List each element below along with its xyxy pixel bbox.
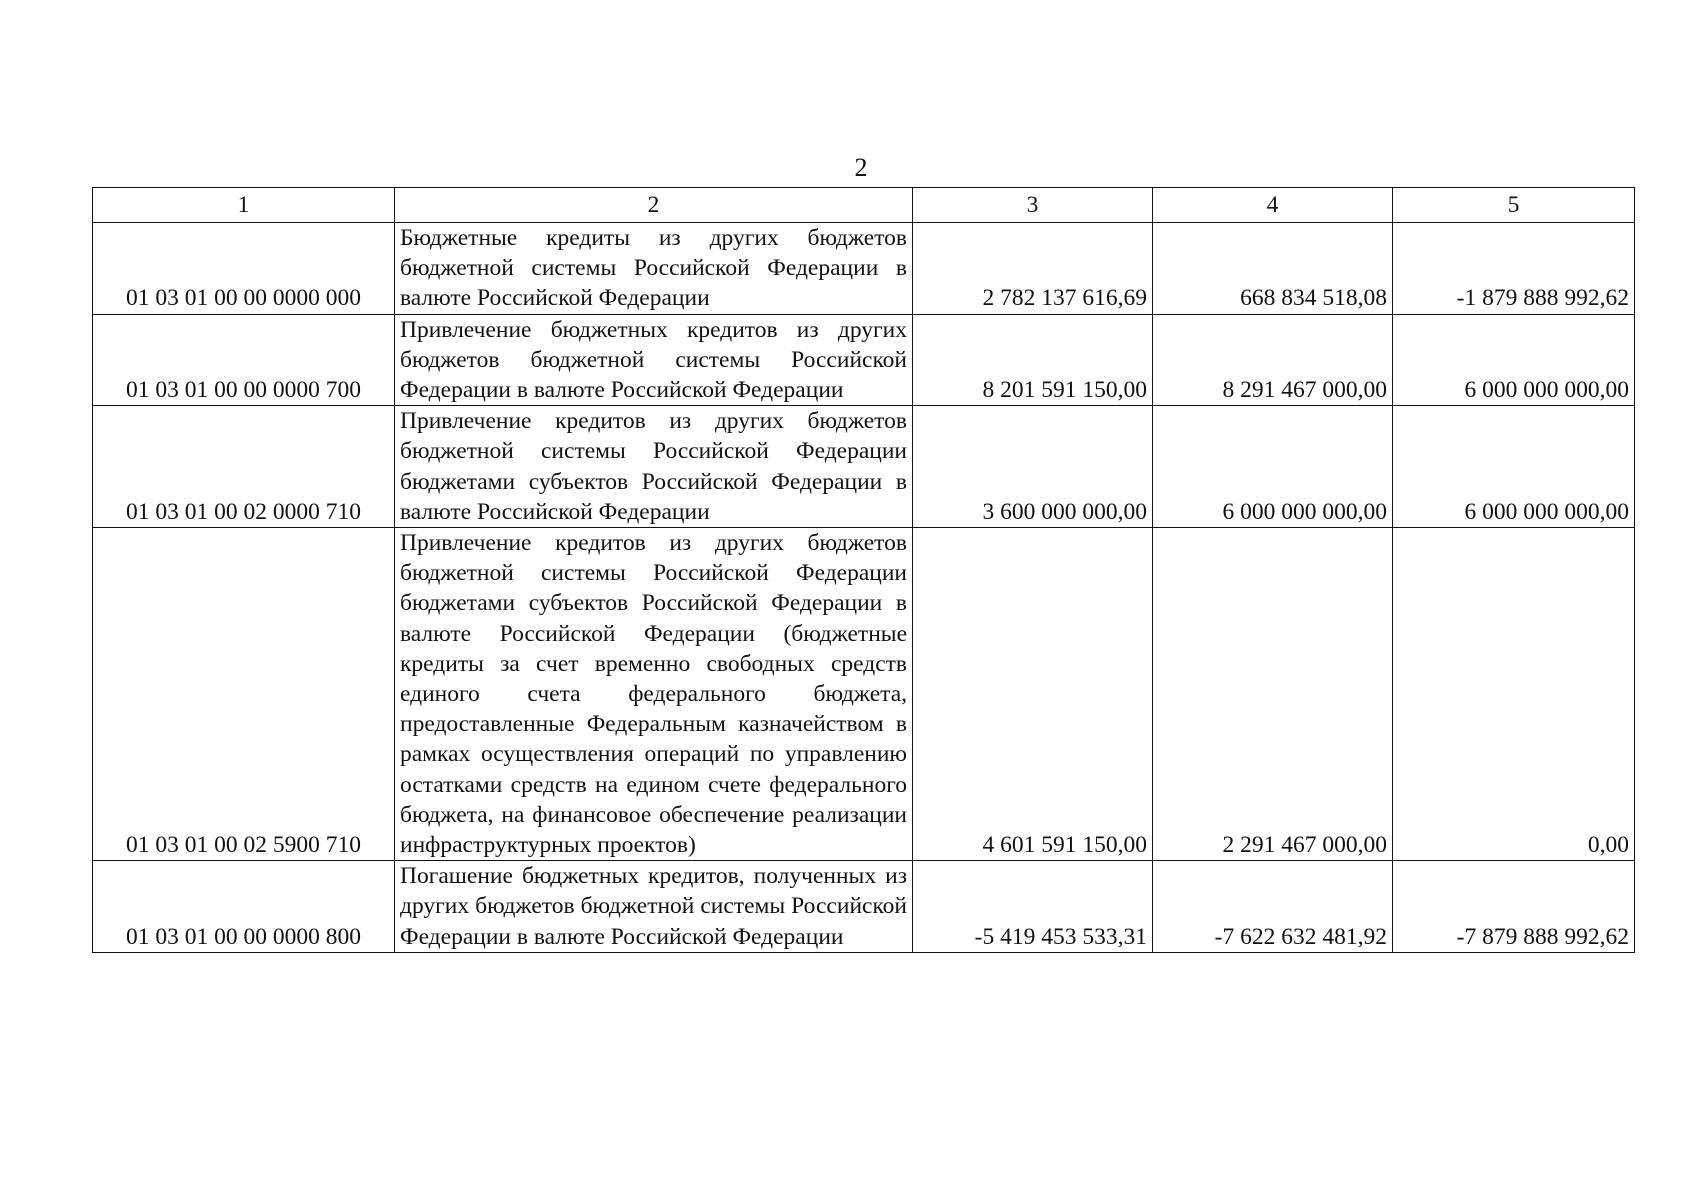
row-description: Привлечение бюджетных кредитов из других бюджетов бюджетной системы Российской Федерации в валюте Российской Федерации xyxy=(395,314,913,406)
budget-sources-table xyxy=(92,187,1635,953)
row-code: 01 03 01 00 02 0000 710 xyxy=(93,406,395,528)
row-value-col3: 4 601 591 150,00 xyxy=(913,528,1153,861)
row-value-col4: 8 291 467 000,00 xyxy=(1153,314,1393,406)
row-value-col4: 6 000 000 000,00 xyxy=(1153,406,1393,528)
row-code: 01 03 01 00 00 0000 000 xyxy=(93,223,395,315)
column-header-5: 5 xyxy=(1393,188,1635,223)
column-header-1: 1 xyxy=(93,188,395,223)
row-description: Бюджетные кредиты из других бюджетов бюджетной системы Российской Федерации в валюте Российской Федерации xyxy=(395,223,913,315)
row-value-col3: 2 782 137 616,69 xyxy=(913,223,1153,315)
row-value-col3: 8 201 591 150,00 xyxy=(913,314,1153,406)
row-value-col3: 3 600 000 000,00 xyxy=(913,406,1153,528)
row-value-col3: -5 419 453 533,31 xyxy=(913,861,1153,953)
column-header-4: 4 xyxy=(1153,188,1393,223)
table-row xyxy=(93,528,1635,861)
row-value-col5: 0,00 xyxy=(1393,528,1635,861)
row-code: 01 03 01 00 02 5900 710 xyxy=(93,528,395,861)
row-value-col4: 668 834 518,08 xyxy=(1153,223,1393,315)
column-header-2: 2 xyxy=(395,188,913,223)
row-value-col5: 6 000 000 000,00 xyxy=(1393,406,1635,528)
row-description: Привлечение кредитов из других бюджетов бюджетной системы Российской Федерации бюджетами субъектов Российской Федерации в валюте Российской Федерации xyxy=(395,406,913,528)
row-description: Погашение бюджетных кредитов, полученных из других бюджетов бюджетной системы Российской Федерации в валюте Российской Федерации xyxy=(395,861,913,953)
row-value-col5: -1 879 888 992,62 xyxy=(1393,223,1635,315)
table-row xyxy=(93,406,1635,528)
table-row xyxy=(93,223,1635,315)
row-value-col4: 2 291 467 000,00 xyxy=(1153,528,1393,861)
row-value-col5: -7 879 888 992,62 xyxy=(1393,861,1635,953)
table-row xyxy=(93,861,1635,953)
row-code: 01 03 01 00 00 0000 700 xyxy=(93,314,395,406)
row-code: 01 03 01 00 00 0000 800 xyxy=(93,861,395,953)
page-number: 2 xyxy=(854,153,868,182)
table-header-row xyxy=(93,188,1635,223)
row-description: Привлечение кредитов из других бюджетов бюджетной системы Российской Федерации бюджетами субъектов Российской Федерации в валюте Российской Федерации (бюджетные кредиты за счет временно свободных средств единого счета федерального бюджета, предоставленные Федеральным казначейством в рамках осуществления операций по управлению остатками средств на едином счете федерального бюджета, на финансовое обеспечение реализации инфраструктурных проектов) xyxy=(395,528,913,861)
column-header-3: 3 xyxy=(913,188,1153,223)
table-row xyxy=(93,314,1635,406)
row-value-col5: 6 000 000 000,00 xyxy=(1393,314,1635,406)
row-value-col4: -7 622 632 481,92 xyxy=(1153,861,1393,953)
